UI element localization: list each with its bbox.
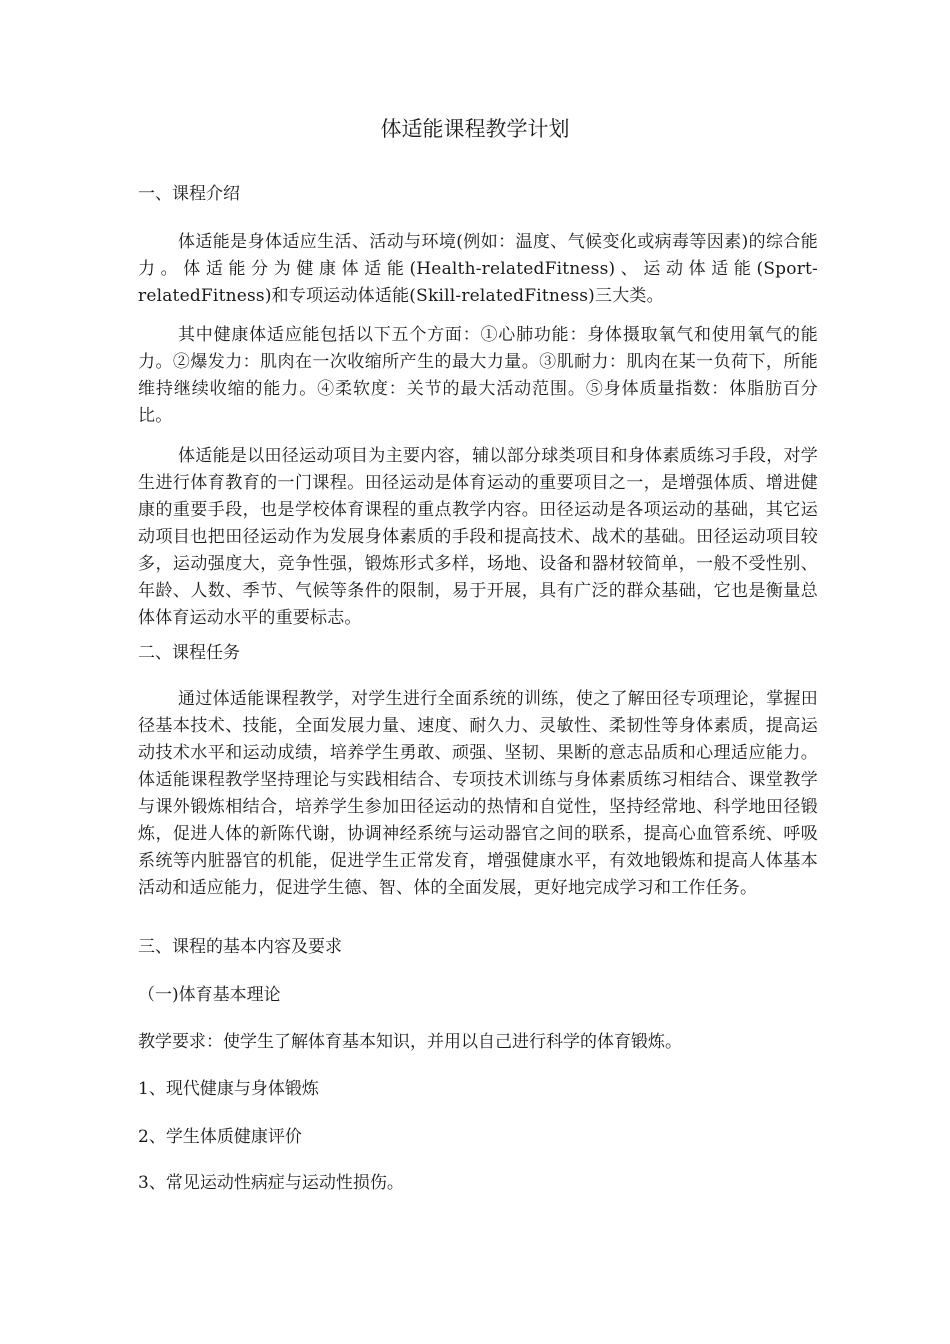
- paragraph-fitness-definition: 体适能是身体适应生活、活动与环境(例如：温度、气候变化或病毒等因素)的综合能力。体适能分为健康体适能(Health-relatedFitness)、运动体适能(Sport-relatedFitness)和专项运动体适能(Skill-relatedFitness)三大类。: [138, 232, 818, 306]
- list-item: 1、现代健康与身体锻炼: [138, 1079, 319, 1099]
- section-heading-intro: 一、课程介绍: [138, 184, 240, 204]
- list-item: 2、学生体质健康评价: [138, 1127, 302, 1147]
- paragraph-health-fitness-aspects: 其中健康体适应能包括以下五个方面：①心肺功能：身体摄取氧气和使用氧气的能力。②爆发力：肌肉在一次收缩所产生的最大力量。③肌耐力：肌肉在某一负荷下，所能维持继续收缩的能力。④柔软度：关节的最大活动范围。⑤身体质量指数：体脂肪百分比。: [138, 325, 818, 426]
- document-title: 体适能课程教学计划: [380, 117, 570, 141]
- teaching-requirement: 教学要求：使学生了解体育基本知识，并用以自己进行科学的体育锻炼。: [138, 1032, 682, 1052]
- paragraph-course-tasks: 通过体适能课程教学，对学生进行全面系统的训练，使之了解田径专项理论，掌握田径基本技术、技能，全面发展力量、速度、耐久力、灵敏性、柔韧性等身体素质，提高运动技术水平和运动成绩，培养学生勇敢、顽强、坚韧、果断的意志品质和心理适应能力。体适能课程教学坚持理论与实践相结合、专项技术训练与身体素质练习相结合、课堂教学与课外锻炼相结合，培养学生参加田径运动的热情和自觉性，坚持经常地、科学地田径锻炼，促进人体的新陈代谢，协调神经系统与运动器官之间的联系，提高心血管系统、呼吸系统等内脏器官的机能，促进学生正常发育，增强健康水平，有效地锻炼和提高人体基本活动和适应能力，促进学生德、智、体的全面发展，更好地完成学习和工作任务。: [138, 689, 818, 898]
- subsection-heading-theory: （一)体育基本理论: [138, 985, 281, 1005]
- section-heading-tasks: 二、课程任务: [138, 643, 240, 663]
- list-item: 3、常见运动性病症与运动性损伤。: [138, 1173, 404, 1193]
- paragraph-track-and-field: 体适能是以田径运动项目为主要内容，辅以部分球类项目和身体素质练习手段，对学生进行体育教育的一门课程。田径运动是体育运动的重要项目之一，是增强体质、增进健康的重要手段，也是学校体育课程的重点教学内容。田径运动是各项运动的基础，其它运动项目也把田径运动作为发展身体素质的手段和提高技术、战术的基础。田径运动项目较多，运动强度大，竞争性强，锻炼形式多样，场地、设备和器材较简单，一般不受性别、年龄、人数、季节、气候等条件的限制，易于开展，具有广泛的群众基础，它也是衡量总体体育运动水平的重要标志。: [138, 446, 818, 628]
- section-heading-content: 三、课程的基本内容及要求: [138, 937, 342, 957]
